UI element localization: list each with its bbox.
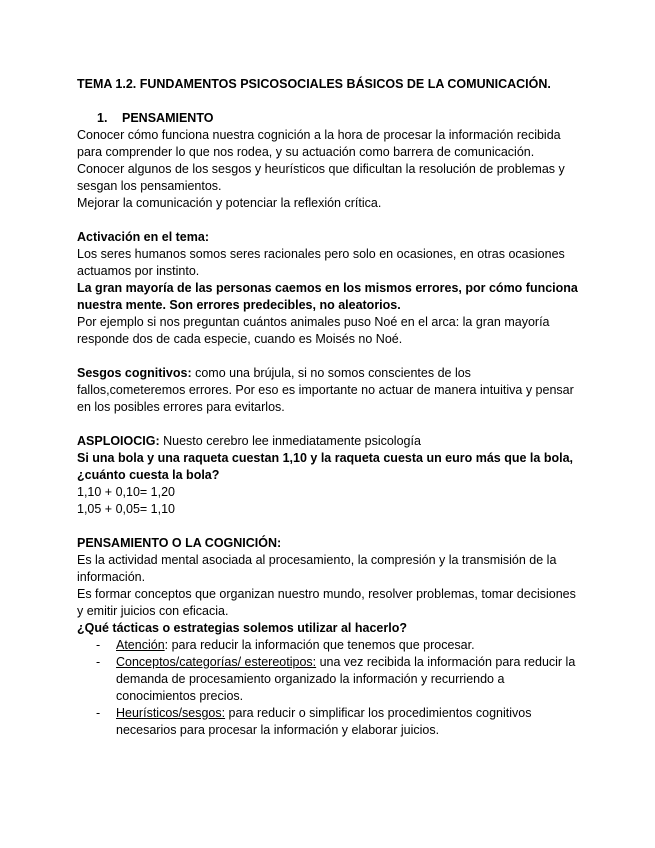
intro-paragraph-1: Conocer cómo funciona nuestra cognición a la hora de procesar la información recibida para comprender lo que nos rodea, y su actuación como barrera de comunicación. — [77, 128, 561, 159]
document-title: TEMA 1.2. FUNDAMENTOS PSICOSOCIALES BÁSICOS DE LA COMUNICACIÓN. — [77, 77, 551, 91]
spacer — [77, 348, 582, 365]
list-item-term: Heurísticos/sesgos: — [116, 706, 226, 720]
spacer — [77, 416, 582, 433]
list-item-text: : para reducir la información que tenemos que procesar. — [164, 638, 475, 652]
list-item-term: Atención — [116, 638, 165, 652]
asploiocig-calc-2: 1,05 + 0,05= 1,10 — [77, 502, 176, 516]
dash-bullet: - — [96, 706, 101, 720]
asploiocig-text: Nuesto cerebro lee inmediatamente psicología — [159, 434, 421, 448]
biases-label: Sesgos cognitivos: — [77, 366, 192, 380]
list-item — [77, 705, 582, 739]
cognition-question: ¿Qué tácticas o estrategias solemos utilizar al hacerlo? — [77, 621, 407, 635]
list-item-text: una vez recibida la información para reducir la demanda de procesamiento organizado la información y recurriendo a conocimientos precios. — [116, 655, 576, 703]
activation-paragraph-3: Por ejemplo si nos preguntan cuántos animales puso Noé en el arca: la gran mayoría responde dos de cada especie, cuando es Moisés no Noé. — [77, 315, 550, 346]
spacer — [77, 518, 582, 535]
asploiocig-paragraph — [77, 433, 582, 450]
cognition-heading: PENSAMIENTO O LA COGNICIÓN: — [77, 536, 282, 550]
section-heading-text: PENSAMIENTO — [122, 111, 214, 125]
activation-heading: Activación en el tema: — [77, 230, 209, 244]
activation-paragraph-bold: La gran mayoría de las personas caemos en los mismos errores, por cómo funciona nuestra mente. Son errores predecibles, no aleatorios. — [77, 281, 578, 312]
activation-paragraph-1: Los seres humanos somos seres racionales pero solo en ocasiones, en otras ocasiones actuamos por instinto. — [77, 247, 565, 278]
cognition-paragraph-1: Es la actividad mental asociada al procesamiento, la compresión y la transmisión de la información. — [77, 553, 557, 584]
spacer — [77, 212, 582, 229]
list-item — [77, 637, 582, 654]
list-item-text: para reducir o simplificar los procedimientos cognitivos necesarios para procesar la información y elaborar juicios. — [116, 706, 532, 737]
cognition-paragraph-2: Es formar conceptos que organizan nuestro mundo, resolver problemas, tomar decisiones y emitir juicios con eficacia. — [77, 587, 576, 618]
intro-paragraph-2: Conocer algunos de los sesgos y heurísticos que dificultan la resolución de problemas y sesgan los pensamientos. — [77, 162, 565, 193]
document-body — [77, 76, 582, 739]
section-heading-pensamiento — [77, 110, 582, 127]
dash-bullet: - — [96, 655, 101, 669]
biases-text: como una brújula, si no somos conscientes de los fallos,cometeremos errores. Por eso es importante no actuar de manera intuitiva y pensar en los posibles errores para evitarlos. — [77, 366, 574, 414]
biases-paragraph — [77, 365, 582, 416]
intro-paragraph-3: Mejorar la comunicación y potenciar la reflexión crítica. — [77, 196, 382, 210]
asploiocig-calc-1: 1,10 + 0,10= 1,20 — [77, 485, 176, 499]
asploiocig-label: ASPLOIOCIG: — [77, 434, 160, 448]
list-item — [77, 654, 582, 705]
strategies-list — [77, 637, 582, 739]
dash-bullet: - — [96, 638, 101, 652]
asploiocig-question: Si una bola y una raqueta cuestan 1,10 y la raqueta cuesta un euro más que la bola, ¿cuánto cuesta la bola? — [77, 451, 573, 482]
section-number: 1. — [97, 111, 108, 125]
list-item-term: Conceptos/categorías/ estereotipos: — [116, 655, 317, 669]
